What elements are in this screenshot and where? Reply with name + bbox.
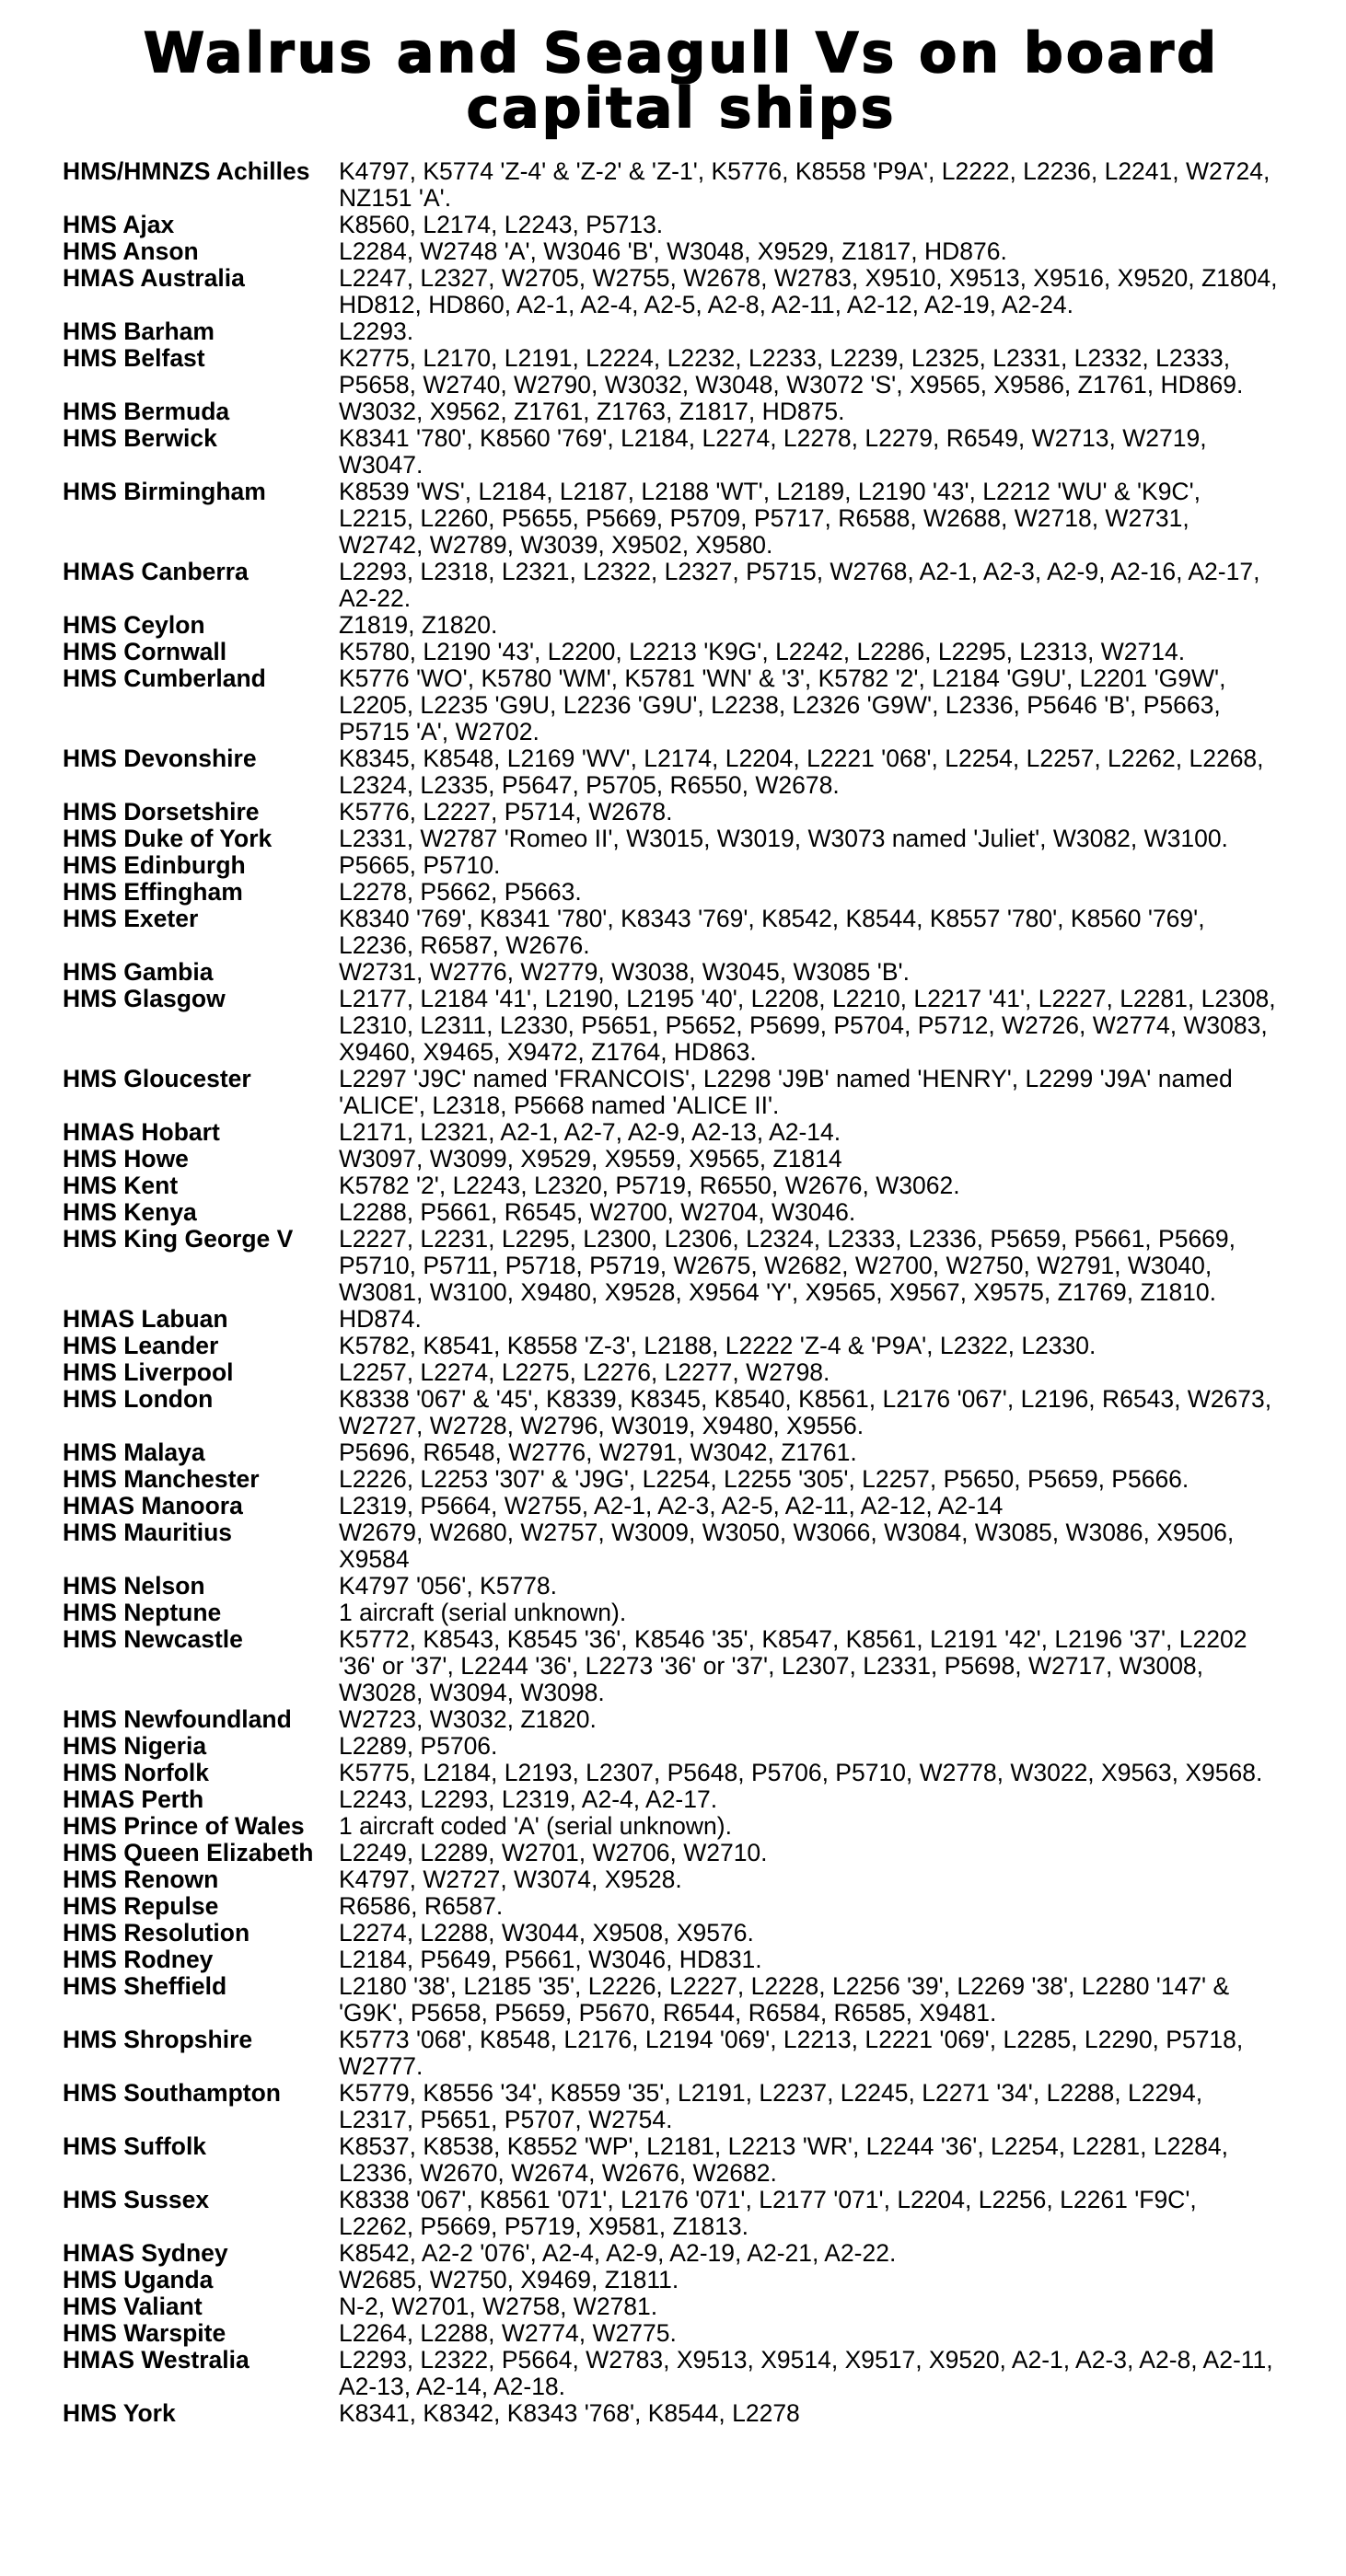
ship-entry (63, 1786, 1300, 1813)
aircraft-serials: W3097, W3099, X9529, X9559, X9565, Z1814 (339, 1145, 842, 1172)
aircraft-serials: L2247, L2327, W2705, W2755, W2678, W2783, X9510, X9513, X9516, X9520, Z1804, HD812, HD860, A2-1, A2-4, A2-5, A2-8, A2-11, A2-12, A2-19, A2-24. (339, 264, 1278, 318)
ship-name: HMS Sheffield (63, 1972, 227, 2000)
aircraft-serials: L2274, L2288, W3044, X9508, X9576. (339, 1919, 754, 1946)
ship-name: HMS Norfolk (63, 1759, 209, 1786)
aircraft-serials: L2288, P5661, R6545, W2700, W2704, W3046. (339, 1198, 856, 1226)
ship-entry (63, 1199, 1300, 1226)
aircraft-serials: K8338 '067', K8561 '071', L2176 '071', L2177 '071', L2204, L2256, L2261 'F9C', L2262, P5669, P5719, X9581, Z1813. (339, 2186, 1197, 2240)
ship-name: HMS Anson (63, 237, 199, 265)
ship-name: HMS Dorsetshire (63, 798, 260, 826)
ship-entry (63, 1439, 1300, 1466)
ship-name: HMS Queen Elizabeth (63, 1839, 314, 1866)
ship-name: HMAS Canberra (63, 558, 249, 585)
ship-name: HMS Devonshire (63, 745, 257, 772)
ship-name: HMAS Sydney (63, 2239, 228, 2267)
ship-entry (63, 2133, 1300, 2187)
ship-name: HMS Resolution (63, 1919, 250, 1946)
aircraft-serials: W2679, W2680, W2757, W3009, W3050, W3066, W3084, W3085, W3086, X9506, X9584 (339, 1519, 1235, 1573)
ship-name: HMS Uganda (63, 2266, 214, 2293)
ship-entry (63, 906, 1300, 959)
ship-name: HMS Duke of York (63, 825, 273, 852)
ship-entry (63, 1066, 1300, 1119)
ship-name: HMS Nigeria (63, 1732, 207, 1760)
ship-entry (63, 1893, 1300, 1920)
aircraft-serials: L2293, L2318, L2321, L2322, L2327, P5715, W2768, A2-1, A2-3, A2-9, A2-16, A2-17, A2-22. (339, 558, 1260, 612)
ship-entry (63, 2347, 1300, 2400)
aircraft-serials: L2227, L2231, L2295, L2300, L2306, L2324, L2333, L2336, P5659, P5661, P5669, P5710, P5711, P5718, P5719, W2675, W2682, W2700, W2750, W2791, W3040, W3081, W3100, X9480, X9528, X9564 'Y', X9565, X9567, X9575, Z1769, Z1810. (339, 1225, 1236, 1306)
ship-entry (63, 1973, 1300, 2027)
ship-name: HMS Cumberland (63, 664, 266, 692)
aircraft-serials: K8537, K8538, K8552 'WP', L2181, L2213 'WR', L2244 '36', L2254, L2281, L2284, L2336, W2670, W2674, W2676, W2682. (339, 2132, 1228, 2187)
ship-entry (63, 1146, 1300, 1172)
ship-name: HMS Rodney (63, 1946, 214, 1973)
ship-name: HMS King George V (63, 1225, 294, 1253)
ship-entry (63, 1840, 1300, 1866)
aircraft-serials: K8340 '769', K8341 '780', K8343 '769', K8542, K8544, K8557 '780', K8560 '769', L2236, R6587, W2676. (339, 905, 1205, 959)
ship-entry (63, 265, 1300, 318)
ship-name: HMS Effingham (63, 878, 243, 906)
ship-name: HMS Warspite (63, 2319, 226, 2347)
ship-name: HMS Newcastle (63, 1625, 243, 1653)
ship-name: HMS Exeter (63, 905, 199, 932)
ship-name: HMS Manchester (63, 1465, 260, 1493)
aircraft-serials: L2289, P5706. (339, 1732, 498, 1760)
aircraft-serials: P5665, P5710. (339, 851, 501, 879)
ship-entry (63, 2080, 1300, 2133)
ship-entry (63, 318, 1300, 345)
ship-entry (63, 612, 1300, 639)
aircraft-serials: K8341 '780', K8560 '769', L2184, L2274, L2278, L2279, R6549, W2713, W2719, W3047. (339, 424, 1207, 479)
aircraft-serials: K8539 'WS', L2184, L2187, L2188 'WT', L2189, L2190 '43', L2212 'WU' & 'K9C', L2215, L2260, P5655, P5669, P5709, P5717, R6588, W2688, W2718, W2731, W2742, W2789, W3039, X9502, X9580. (339, 478, 1201, 559)
ship-name: HMAS Perth (63, 1785, 204, 1813)
aircraft-serials: K8560, L2174, L2243, P5713. (339, 211, 664, 238)
ship-entry (63, 1920, 1300, 1946)
ship-name: HMS Nelson (63, 1572, 205, 1600)
aircraft-serials: K5780, L2190 '43', L2200, L2213 'K9G', L2242, L2286, L2295, L2313, W2714. (339, 638, 1186, 665)
ship-entry (63, 212, 1300, 238)
ship-entry (63, 639, 1300, 665)
ship-name: HMS Prince of Wales (63, 1812, 305, 1840)
aircraft-serials: K5773 '068', K8548, L2176, L2194 '069', L2213, L2221 '069', L2285, L2290, P5718, W2777. (339, 2026, 1244, 2080)
ship-entry (63, 1386, 1300, 1439)
aircraft-serials: L2249, L2289, W2701, W2706, W2710. (339, 1839, 768, 1866)
ship-entry (63, 2293, 1300, 2320)
ship-entry (63, 2400, 1300, 2427)
aircraft-serials: K2775, L2170, L2191, L2224, L2232, L2233, L2239, L2325, L2331, L2332, L2333, P5658, W2740, W2790, W3032, W3048, W3072 'S', X9565, X9586, Z1761, HD869. (339, 344, 1244, 399)
ship-name: HMS Birmingham (63, 478, 266, 505)
ship-entry (63, 745, 1300, 799)
aircraft-serials: K4797 '056', K5778. (339, 1572, 558, 1600)
aircraft-serials: L2331, W2787 'Romeo II', W3015, W3019, W3073 named 'Juliet', W3082, W3100. (339, 825, 1228, 852)
ship-entry (63, 1466, 1300, 1493)
ship-name: HMS Newfoundland (63, 1705, 292, 1733)
title-line-2: capital ships (466, 76, 897, 141)
ship-entry (63, 986, 1300, 1066)
ship-name: HMS Neptune (63, 1599, 222, 1626)
aircraft-serials: L2177, L2184 '41', L2190, L2195 '40', L2208, L2210, L2217 '41', L2227, L2281, L2308, L2310, L2311, L2330, P5651, P5652, P5699, P5704, P5712, W2726, W2774, W3083, X9460, X9465, X9472, Z1764, HD863. (339, 985, 1276, 1066)
ship-entry (63, 1333, 1300, 1359)
ship-name: HMAS Hobart (63, 1118, 220, 1146)
aircraft-serials: K5779, K8556 '34', K8559 '35', L2191, L2237, L2245, L2271 '34', L2288, L2294, L2317, P5651, P5707, W2754. (339, 2079, 1203, 2133)
ship-entry (63, 238, 1300, 265)
aircraft-serials: W2723, W3032, Z1820. (339, 1705, 597, 1733)
aircraft-serials: R6586, R6587. (339, 1892, 504, 1920)
ship-name: HMS Liverpool (63, 1358, 234, 1386)
ship-name: HMS Cornwall (63, 638, 227, 665)
ship-name: HMS Leander (63, 1332, 219, 1359)
ship-entry (63, 1706, 1300, 1733)
ship-entry (63, 425, 1300, 479)
ship-name: HMS Valiant (63, 2293, 203, 2320)
ship-name: HMS Ajax (63, 211, 175, 238)
ship-entry (63, 2240, 1300, 2267)
aircraft-serials: L2257, L2274, L2275, L2276, L2277, W2798. (339, 1358, 830, 1386)
aircraft-serials: Z1819, Z1820. (339, 611, 498, 639)
ship-entry (63, 1600, 1300, 1626)
aircraft-serials: K8542, A2-2 '076', A2-4, A2-9, A2-19, A2-21, A2-22. (339, 2239, 897, 2267)
aircraft-serials: L2264, L2288, W2774, W2775. (339, 2319, 677, 2347)
ship-name: HMS London (63, 1385, 214, 1413)
page-title (63, 21, 1300, 141)
aircraft-serials: 1 aircraft (serial unknown). (339, 1599, 627, 1626)
ship-name: HMAS Labuan (63, 1305, 228, 1333)
aircraft-serials: HD874. (339, 1305, 422, 1333)
aircraft-serials: N-2, W2701, W2758, W2781. (339, 2293, 658, 2320)
ship-name: HMS Gambia (63, 958, 214, 986)
ship-entry (63, 2320, 1300, 2347)
ship-name: HMS Bermuda (63, 398, 230, 425)
aircraft-serials: L2226, L2253 '307' & 'J9G', L2254, L2255 '305', L2257, P5650, P5659, P5666. (339, 1465, 1189, 1493)
ship-entry (63, 852, 1300, 879)
aircraft-serials: K8338 '067' & '45', K8339, K8345, K8540, K8561, L2176 '067', L2196, R6543, W2673, W2727, W2728, W2796, W3019, X9480, X9556. (339, 1385, 1272, 1439)
aircraft-serials: K5782, K8541, K8558 'Z-3', L2188, L2222 'Z-4 & 'P9A', L2322, L2330. (339, 1332, 1097, 1359)
aircraft-serials: L2278, P5662, P5663. (339, 878, 582, 906)
ship-name: HMS Edinburgh (63, 851, 246, 879)
aircraft-serials: W2685, W2750, X9469, Z1811. (339, 2266, 679, 2293)
aircraft-serials: K5775, L2184, L2193, L2307, P5648, P5706, P5710, W2778, W3022, X9563, X9568. (339, 1759, 1263, 1786)
aircraft-serials: L2293. (339, 318, 414, 345)
ship-name: HMS Belfast (63, 344, 205, 372)
ship-entry (63, 879, 1300, 906)
ship-name: HMS Mauritius (63, 1519, 233, 1546)
ship-entry (63, 1733, 1300, 1760)
ship-entry (63, 799, 1300, 826)
aircraft-serials: L2243, L2293, L2319, A2-4, A2-17. (339, 1785, 718, 1813)
aircraft-serials: K5772, K8543, K8545 '36', K8546 '35', K8547, K8561, L2191 '42', L2196 '37', L2202 '36' or '37', L2244 '36', L2273 '36' or '37', L2307, L2331, P5698, W2717, W3008, W3028, W3094, W3098. (339, 1625, 1247, 1706)
aircraft-serials: L2284, W2748 'A', W3046 'B', W3048, X9529, Z1817, HD876. (339, 237, 1007, 265)
ship-name: HMS Barham (63, 318, 215, 345)
aircraft-serials: K8341, K8342, K8343 '768', K8544, L2278 (339, 2399, 800, 2427)
aircraft-serials: L2297 'J9C' named 'FRANCOIS', L2298 'J9B' named 'HENRY', L2299 'J9A' named 'ALICE', L2318, P5668 named 'ALICE II'. (339, 1065, 1233, 1119)
ship-entry (63, 1946, 1300, 1973)
ship-name: HMAS Westralia (63, 2346, 249, 2374)
ship-entry (63, 1119, 1300, 1146)
ship-name: HMS Glasgow (63, 985, 226, 1012)
ship-name: HMS Kenya (63, 1198, 197, 1226)
ship-name: HMS Southampton (63, 2079, 281, 2107)
ship-entry (63, 959, 1300, 986)
ship-entry (63, 2267, 1300, 2293)
aircraft-serials: P5696, R6548, W2776, W2791, W3042, Z1761. (339, 1438, 857, 1466)
ship-entry (63, 1226, 1300, 1306)
title-line-1: Walrus and Seagull Vs on board (143, 21, 1220, 86)
aircraft-serials: W3032, X9562, Z1761, Z1763, Z1817, HD875. (339, 398, 845, 425)
aircraft-serials: L2293, L2322, P5664, W2783, X9513, X9514, X9517, X9520, A2-1, A2-3, A2-8, A2-11, A2-13, A2-14, A2-18. (339, 2346, 1273, 2400)
ship-entry (63, 479, 1300, 559)
aircraft-serials: L2180 '38', L2185 '35', L2226, L2227, L2228, L2256 '39', L2269 '38', L2280 '147' & 'G9K', P5658, P5659, P5670, R6544, R6584, R6585, X9481. (339, 1972, 1230, 2027)
aircraft-serials: K8345, K8548, L2169 'WV', L2174, L2204, L2221 '068', L2254, L2257, L2262, L2268, L2324, L2335, P5647, P5705, R6550, W2678. (339, 745, 1264, 799)
ship-name: HMAS Manoora (63, 1492, 243, 1519)
ship-entry (63, 1626, 1300, 1706)
ship-entry (63, 1866, 1300, 1893)
ship-entry (63, 1573, 1300, 1600)
ship-entry (63, 1306, 1300, 1333)
aircraft-serials: L2171, L2321, A2-1, A2-7, A2-9, A2-13, A2-14. (339, 1118, 841, 1146)
ship-name: HMS Kent (63, 1172, 179, 1199)
aircraft-serials: K4797, K5774 'Z-4' & 'Z-2' & 'Z-1', K5776, K8558 'P9A', L2222, L2236, L2241, W2724, NZ151 'A'. (339, 157, 1271, 212)
ship-name: HMS Ceylon (63, 611, 205, 639)
ship-name: HMS York (63, 2399, 176, 2427)
ship-name: HMS Gloucester (63, 1065, 251, 1092)
aircraft-serials: L2184, P5649, P5661, W3046, HD831. (339, 1946, 762, 1973)
aircraft-serials: 1 aircraft coded 'A' (serial unknown). (339, 1812, 732, 1840)
ship-entry (63, 399, 1300, 425)
ship-name: HMS Sussex (63, 2186, 210, 2213)
ship-entry (63, 1519, 1300, 1573)
ship-name: HMAS Australia (63, 264, 245, 292)
ship-entry (63, 1493, 1300, 1519)
aircraft-serials: K5776, L2227, P5714, W2678. (339, 798, 673, 826)
ship-entry (63, 1760, 1300, 1786)
ship-name: HMS Shropshire (63, 2026, 253, 2053)
ship-name: HMS Renown (63, 1866, 219, 1893)
aircraft-serials: L2319, P5664, W2755, A2-1, A2-3, A2-5, A2-11, A2-12, A2-14 (339, 1492, 1004, 1519)
ship-entry (63, 559, 1300, 612)
aircraft-serials: K4797, W2727, W3074, X9528. (339, 1866, 682, 1893)
aircraft-serials: K5776 'WO', K5780 'WM', K5781 'WN' & '3', K5782 '2', L2184 'G9U', L2201 'G9W', L2205, L2235 'G9U, L2236 'G9U', L2238, L2326 'G9W', L2336, P5646 'B', P5663, P5715 'A', W2702. (339, 664, 1226, 745)
ship-entry (63, 158, 1300, 212)
ship-name: HMS Suffolk (63, 2132, 207, 2160)
ship-name: HMS Malaya (63, 1438, 205, 1466)
ship-name: HMS Repulse (63, 1892, 219, 1920)
ship-entry (63, 665, 1300, 745)
ship-entry (63, 826, 1300, 852)
ship-name: HMS Berwick (63, 424, 217, 452)
ship-list (63, 158, 1300, 2427)
aircraft-serials: W2731, W2776, W2779, W3038, W3045, W3085 'B'. (339, 958, 910, 986)
ship-entry (63, 1359, 1300, 1386)
ship-entry (63, 1172, 1300, 1199)
ship-entry (63, 2187, 1300, 2240)
ship-name: HMS/HMNZS Achilles (63, 157, 310, 185)
aircraft-serials: K5782 '2', L2243, L2320, P5719, R6550, W2676, W3062. (339, 1172, 960, 1199)
ship-entry (63, 2027, 1300, 2080)
ship-entry (63, 345, 1300, 399)
ship-entry (63, 1813, 1300, 1840)
ship-name: HMS Howe (63, 1145, 189, 1172)
